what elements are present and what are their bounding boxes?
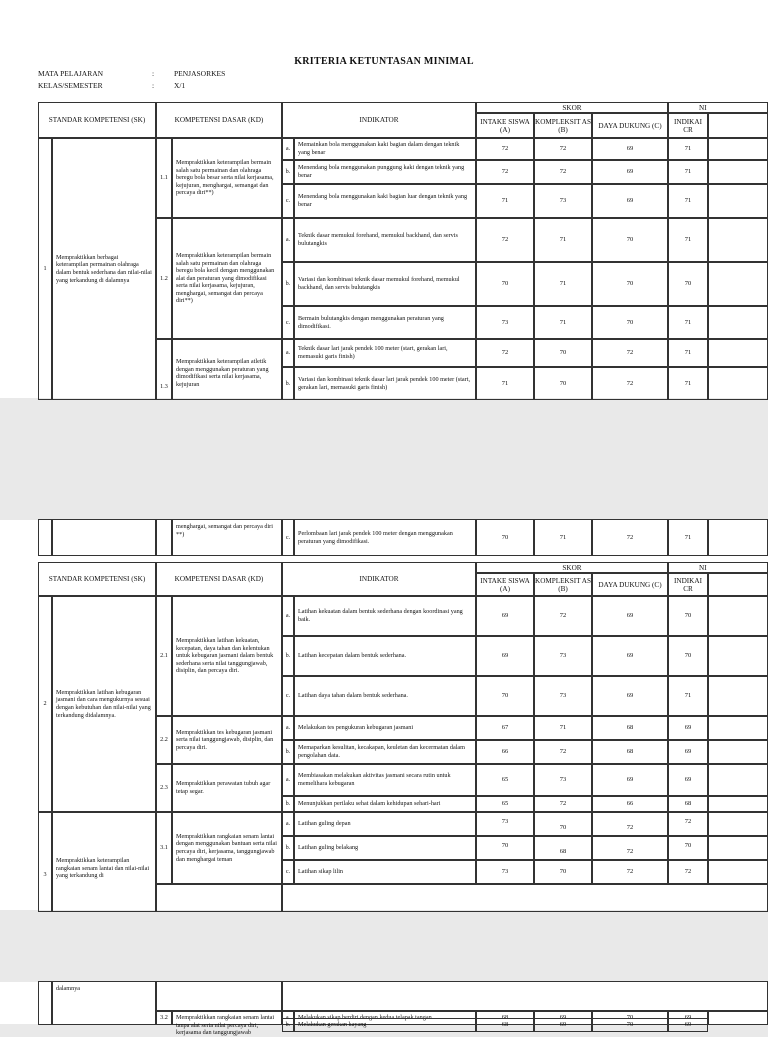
indicator-text: Latihan guling depan [294,812,476,836]
indicator-text: Melakukan sikap berdiri dengan kedua telapak tangan [294,1011,476,1025]
indicator-text: Memainkan bola menggunakan kaki bagian dalam dengan teknik yang benar [294,138,476,160]
score-indikasi: 72 [668,860,708,884]
sk-text: Mempraktikkan keterampilan rangkaian senam lantai dan nilai-nilai yang terkandung di [52,812,156,912]
score-blank [708,138,768,160]
indicator-text: Memaparkan kesulitan, kecakapan, keuletan dan kecermatan dalam pengolahan data. [294,740,476,764]
indicator-text: Melakukan gerakan kayang [294,1018,476,1032]
score-daya-dukung: 69 [592,138,668,160]
score-intake: 73 [476,812,534,836]
indicator-text: Latihan guling belakang [294,836,476,860]
kd-text: Mempraktikkan rangkaian senam lantai dengan menggunakan bantuan serta nilai percaya diri, kerjasama, tanggungjawab dan menghargai teman [172,812,282,884]
kd-number: 3.2 [156,1011,172,1025]
kd-number: 3.1 [156,812,172,884]
header-kd: KOMPETENSI DASAR (KD) [156,102,282,138]
score-indikasi: 69 [668,1011,708,1025]
score-intake: 69 [476,636,534,676]
indicator-letter: b. [282,160,294,184]
kd-number: 1.2 [156,218,172,339]
meta-separator: : [152,69,155,78]
indicator-text: Menunjukkan perilaku sehat dalam kehidupan sehari-hari [294,796,476,812]
score-kompleksitas: 69 [534,1018,592,1032]
kd-number: 2.2 [156,716,172,764]
score-kompleksitas: 71 [534,306,592,339]
document-page-2 [0,520,768,910]
header-kompleksitas: KOMPLEKSIT AS (B) [534,113,592,138]
indicator-letter: b. [282,367,294,400]
score-blank [708,367,768,400]
score-intake: 67 [476,716,534,740]
header-indikasi: INDIKAI CR [668,113,708,138]
meta-label-subject: MATA PELAJARAN [38,69,104,78]
header-sk: STANDAR KOMPETENSI (SK) [38,102,156,138]
header-intake: INTAKE SISWA (A) [476,573,534,596]
score-intake: 68 [476,1018,534,1032]
indicator-text: Teknik dasar memukul forehand, memukul backhand, dan servis bulutangkis [294,218,476,262]
kd-number: 1.3 [156,339,172,400]
sk-number: 3 [38,812,52,912]
score-kompleksitas: 71 [534,716,592,740]
indicator-text: Latihan daya tahan dalam bentuk sederhana. [294,676,476,716]
score-kompleksitas: 73 [534,184,592,218]
score-blank [708,1011,768,1025]
kd-number: 2.3 [156,764,172,812]
kd-text: Mempraktikkan latihan kekuatan, kecepatan, daya tahan dan kelentukan untuk kebugaran jasmani dalam bentuk sederhana serta nilai tanggungjawab, disiplin, dan percaya diri. [172,596,282,716]
score-daya-dukung: 68 [592,716,668,740]
score-blank [708,676,768,716]
kd-text-cont: menghargai, semangat dan percaya diri **) [172,519,282,556]
score-kompleksitas: 70 [534,339,592,367]
meta-separator: : [152,81,155,90]
score-daya-dukung: 72 [592,367,668,400]
score-kompleksitas: 70 [534,367,592,400]
score-intake: 72 [476,138,534,160]
kd-cont [156,884,282,912]
header-blank [708,573,768,596]
score-intake: 73 [476,306,534,339]
score-indikasi: 71 [668,184,708,218]
score-indikasi: 68 [668,796,708,812]
score-indikasi: 71 [668,138,708,160]
header-indikator: INDIKATOR [282,562,476,596]
score-daya-dukung: 70 [592,262,668,306]
score-intake: 66 [476,740,534,764]
score-daya-dukung: 68 [592,740,668,764]
score-indikasi: 71 [668,519,708,556]
kd-text: Mempraktikkan keterampilan bermain salah satu permainan dan olahraga beregu bola besar serta nilai kerjasama, kejujuran, menghargai, semangat dan percaya diri**) [172,138,282,218]
indicator-text: Latihan kekuatan dalam bentuk sederhana dengan koordinasi yang baik. [294,596,476,636]
score-blank [708,519,768,556]
score-kompleksitas: 70 [534,860,592,884]
indicator-letter: c. [282,306,294,339]
indicator-letter: a. [282,716,294,740]
score-daya-dukung: 69 [592,764,668,796]
score-blank [708,716,768,740]
score-daya-dukung: 69 [592,636,668,676]
score-blank [708,636,768,676]
indicator-letter: b. [282,836,294,860]
score-intake: 70 [476,676,534,716]
score-intake: 65 [476,764,534,796]
score-daya-dukung: 72 [592,860,668,884]
sk-number-cont [38,981,52,1025]
score-indikasi: 71 [668,676,708,716]
sk-number: 1 [38,138,52,400]
meta-value-subject: PENJASORKES [174,69,226,78]
score-intake: 71 [476,184,534,218]
score-daya-dukung: 70 [592,306,668,339]
header-indikasi: INDIKAI CR [668,573,708,596]
header-ni: NI [668,562,768,573]
kd-text: Mempraktikkan rangkaian senam lantai tanpa alat serta nilai percaya diri, kerjasama dan tanggungjawab [172,1011,282,1025]
score-intake: 72 [476,218,534,262]
indicator-text: Menendang bola menggunakan punggung kaki dengan teknik yang benar [294,160,476,184]
header-ni: NI [668,102,768,113]
header-intake: INTAKE SISWA (A) [476,113,534,138]
indicator-letter: b. [282,636,294,676]
kd-text: Mempraktikkan keterampilan atletik dengan menggunakan peraturan yang dimodifikasi serta nilai kerjasama, kejujuran [172,339,282,400]
indicator-text: Variasi dan kombinasi teknik dasar lari jarak pendek 100 meter (start, gerakan lari, memasuki garis finish) [294,367,476,400]
indicator-letter: a. [282,812,294,836]
score-indikasi: 71 [668,339,708,367]
score-kompleksitas: 73 [534,764,592,796]
score-indikasi: 69 [668,764,708,796]
score-kompleksitas: 70 [534,812,592,836]
score-kompleksitas: 73 [534,636,592,676]
header-skor: SKOR [476,562,668,573]
indicator-letter: a. [282,1011,294,1025]
score-indikasi: 71 [668,160,708,184]
score-kompleksitas: 71 [534,218,592,262]
kd-text: Mempraktikkan tes kebugaran jasmani serta nilai tanggungjawab, disiplin, dan percaya diri. [172,716,282,764]
score-kompleksitas: 72 [534,740,592,764]
document-title: KRITERIA KETUNTASAN MINIMAL [294,56,474,67]
indicator-letter: a. [282,138,294,160]
meta-label-class: KELAS/SEMESTER [38,81,103,90]
header-indikator: INDIKATOR [282,102,476,138]
header-daya-dukung: DAYA DUKUNG (C) [592,113,668,138]
indicator-text: Perlombaan lari jarak pendek 100 meter dengan menggunakan peraturan yang dimodifikasi. [294,519,476,556]
score-blank [708,218,768,262]
score-daya-dukung: 69 [592,184,668,218]
score-indikasi: 71 [668,367,708,400]
score-blank [708,764,768,796]
score-intake: 71 [476,367,534,400]
score-blank [708,306,768,339]
score-blank [708,339,768,367]
score-daya-dukung: 72 [592,339,668,367]
score-kompleksitas: 72 [534,596,592,636]
score-daya-dukung: 69 [592,596,668,636]
indicator-letter: a. [282,218,294,262]
sk-text-cont [52,519,156,556]
indicator-letter: c. [282,676,294,716]
sk-text: Mempraktikkan latihan kebugaran jasmani dan cara mengukurnya sesuai dengan kebutuhan dan nilai-nilai yang terkandung didalamnya. [52,596,156,812]
indicator-letter: c. [282,860,294,884]
score-kompleksitas: 72 [534,138,592,160]
score-blank [708,836,768,860]
score-indikasi: 70 [668,596,708,636]
score-intake: 70 [476,262,534,306]
score-blank [708,262,768,306]
kd-text: Mempraktikkan keterampilan bermain salah satu permainan dan olahraga beregu bola kecil dengan menggunakan alat dan peraturan yang dimodifikasi serta nilai kerjasama, kejujuran, menghargai, semangat dan percaya diri**) [172,218,282,339]
score-kompleksitas: 73 [534,676,592,716]
indicator-letter: a. [282,596,294,636]
score-indikasi: 70 [668,262,708,306]
score-indikasi: 71 [668,306,708,339]
score-indikasi: 69 [668,1018,708,1032]
kd-text: Mempraktikkan perawatan tubuh agar tetap segar. [172,764,282,812]
score-blank [708,596,768,636]
score-blank [708,796,768,812]
sk-text: Mempraktikkan berbagai keterampilan permainan olahraga dalam bentuk sederhana dan nilai-nilai yang terkandung di dalamnya [52,138,156,400]
row-cont [282,884,768,912]
score-intake: 70 [476,836,534,860]
score-daya-dukung: 69 [592,676,668,716]
sk-number: 2 [38,596,52,812]
indicator-letter: c. [282,519,294,556]
kd-blank [156,981,282,1011]
score-daya-dukung: 72 [592,812,668,836]
score-indikasi: 69 [668,716,708,740]
score-indikasi: 70 [668,836,708,860]
indicator-text: Melakukan tes pengukuran kebugaran jasmani [294,716,476,740]
score-blank [708,184,768,218]
header-sk: STANDAR KOMPETENSI (SK) [38,562,156,596]
score-indikasi: 71 [668,218,708,262]
indicator-letter: b. [282,1018,294,1032]
score-kompleksitas: 68 [534,836,592,860]
indicator-letter: a. [282,764,294,796]
meta-value-class: X/1 [174,81,186,90]
score-blank [708,860,768,884]
score-daya-dukung: 70 [592,218,668,262]
score-kompleksitas: 71 [534,519,592,556]
sk-text-cont: dalamnya [52,981,156,1025]
indicator-text: Bermain bulutangkis dengan menggunakan peraturan yang dimodifikasi. [294,306,476,339]
score-daya-dukung: 72 [592,836,668,860]
score-intake: 70 [476,519,534,556]
score-indikasi: 70 [668,636,708,676]
indicator-text: Latihan sikap lilin [294,860,476,884]
header-kompleksitas: KOMPLEKSIT AS (B) [534,573,592,596]
score-kompleksitas: 72 [534,160,592,184]
score-daya-dukung: 72 [592,519,668,556]
score-kompleksitas: 69 [534,1011,592,1025]
score-daya-dukung: 70 [592,1011,668,1025]
score-kompleksitas: 72 [534,796,592,812]
score-daya-dukung: 66 [592,796,668,812]
indicator-letter: b. [282,740,294,764]
kd-number: 1.1 [156,138,172,218]
score-intake: 69 [476,596,534,636]
score-kompleksitas: 71 [534,262,592,306]
indicator-text: Teknik dasar lari jarak pendek 100 meter (start, gerakan lari, memasuki garis finish) [294,339,476,367]
score-indikasi: 69 [668,740,708,764]
header-kd: KOMPETENSI DASAR (KD) [156,562,282,596]
score-intake: 73 [476,860,534,884]
score-blank [708,160,768,184]
score-intake: 65 [476,796,534,812]
indicator-letter: b. [282,796,294,812]
header-blank [708,113,768,138]
indicator-text: Variasi dan kombinasi teknik dasar memukul forehand, memukul backhand, dan servis bulutangkis [294,262,476,306]
score-intake: 72 [476,339,534,367]
score-indikasi: 72 [668,812,708,836]
indicator-text: Membiasakan melakukan aktivitas jasmani secara rutin untuk memelihara kebugaran [294,764,476,796]
row-blank [282,981,768,1011]
score-intake: 72 [476,160,534,184]
header-daya-dukung: DAYA DUKUNG (C) [592,573,668,596]
header-skor: SKOR [476,102,668,113]
document-page-1 [0,0,768,398]
score-daya-dukung: 69 [592,160,668,184]
indicator-text: Menendang bola menggunakan kaki bagian luar dengan teknik yang benar [294,184,476,218]
sk-number-cont [38,519,52,556]
indicator-letter: c. [282,184,294,218]
indicator-letter: a. [282,339,294,367]
score-daya-dukung: 70 [592,1018,668,1032]
indicator-letter: b. [282,262,294,306]
score-blank [708,740,768,764]
score-intake: 68 [476,1011,534,1025]
kd-number: 2.1 [156,596,172,716]
indicator-text: Latihan kecepatan dalam bentuk sederhana. [294,636,476,676]
document-page-3 [0,982,768,1037]
score-blank [708,812,768,836]
kd-number-cont [156,519,172,556]
